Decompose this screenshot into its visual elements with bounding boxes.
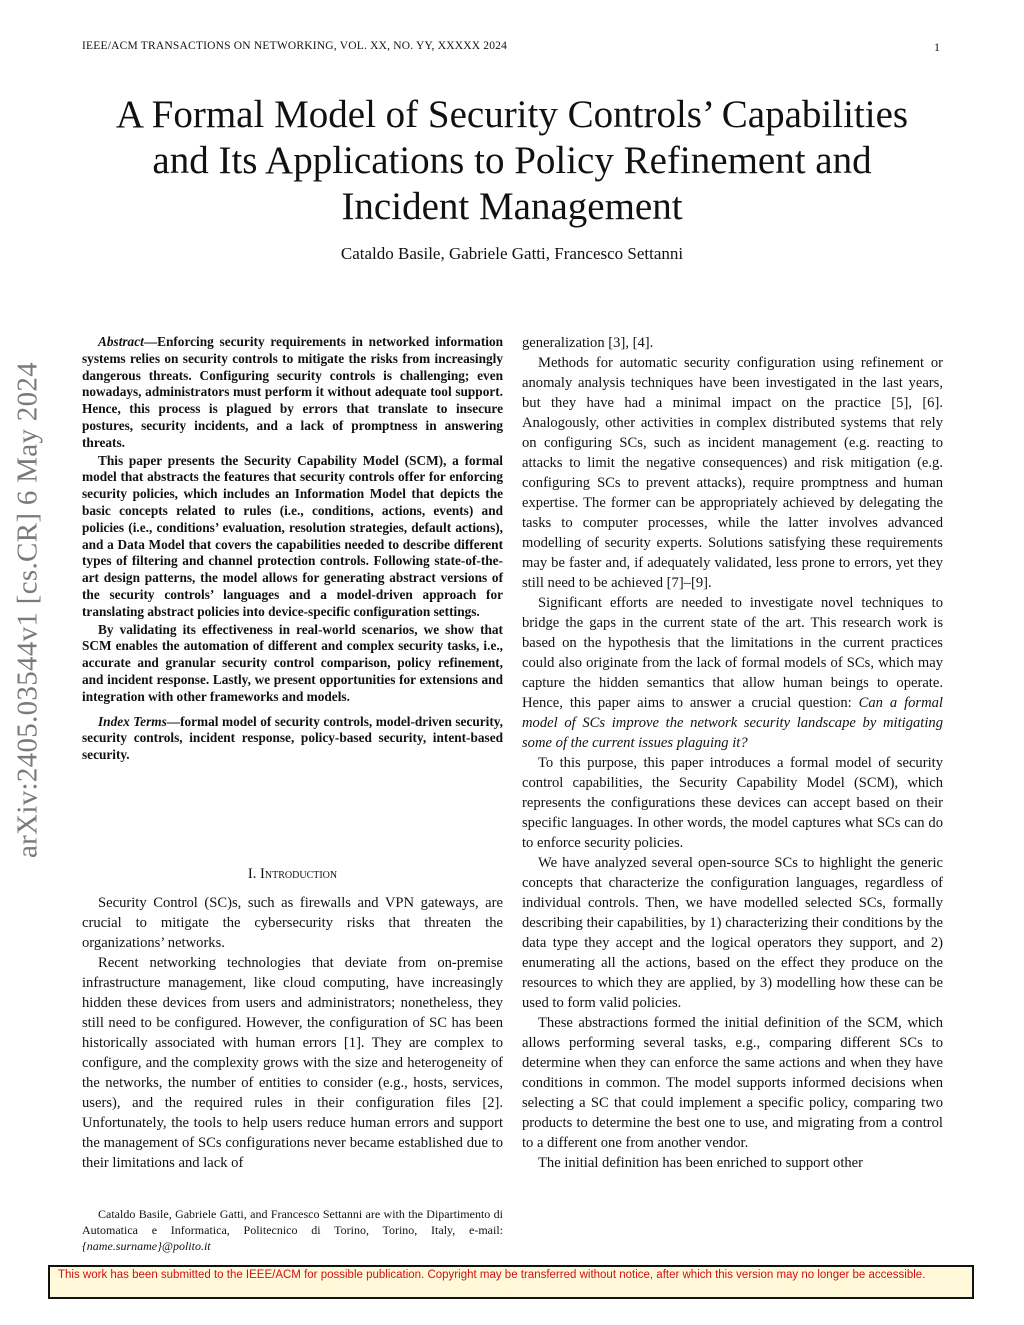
- body-paragraph: generalization [3], [4].: [522, 335, 654, 351]
- running-header: IEEE/ACM TRANSACTIONS ON NETWORKING, VOL. XX, NO. YY, XXXXX 2024: [82, 40, 508, 52]
- abstract-label: Abstract: [98, 334, 144, 349]
- title-line: Incident Management: [341, 185, 683, 228]
- abstract-paragraph: This paper presents the Security Capability Model (SCM), a formal model that abstracts the features that security controls offer for enforcing security policies, which includes an Information Model that depicts the basic concepts related to rules (i.e., conditions, actions, events) and policies (i.e., conditions’ evaluation, resolution strategies, default actions), and a Data Model that covers the capabilities needed to describe different types of filtering and channel protection controls. Following state-of-the-art design patterns, the model allows for generating abstract versions of the security controls’ languages and a model-driven approach for translating abstract policies into device-specific configuration settings.: [82, 452, 503, 619]
- abstract-paragraph: By validating its effectiveness in real-world scenarios, we show that SCM enables the automation of different and complex security tasks, i.e., accurate and granular security control comparison, policy refinement, and incident response. Lastly, we present opportunities for extensions and integration with other frameworks and models.: [82, 621, 503, 704]
- section-heading: [82, 866, 503, 883]
- body-paragraph: [522, 593, 943, 753]
- paragraph-text: Significant efforts are needed to investigate novel techniques to bridge the gaps in the current state of the art. This research work is based on the hypothesis that the limitations in the current practices could also originate from the lack of formal models of SCs, which may capture the hidden semantics that allow human beings to operate. Hence, this paper aims to answer a crucial question:: [522, 595, 943, 711]
- author-footnote: [82, 1206, 503, 1254]
- research-question: Can a formal model of SCs improve the network security landscape by mitigating some of the current issues plaguing it?: [522, 695, 943, 751]
- abstract: [82, 334, 503, 765]
- footnote-email: {name.surname}@polito.it: [82, 1239, 211, 1253]
- title-line: and Its Applications to Policy Refinement and: [152, 139, 872, 182]
- abstract-paragraph: —Enforcing security requirements in networked information systems relies on security controls to mitigate the risks from increasingly dangerous threats. Configuring security controls is challenging; even nowadays, administrators must perform it without adequate tool support. Hence, this process is plagued by errors that translate to insecure postures, security incidents, and a lack of promptness in answering threats.: [82, 334, 503, 450]
- body-paragraph: Recent networking technologies that deviate from on-premise infrastructure management, like cloud computing, have increasingly hidden these devices from users and administrators; nonetheless, they still need to be configured. However, the configuration of SC has been historically associated with human errors [1]. They are complex to configure, and the complexity grows with the size and heterogeneity of the networks, the number of entities to consider (e.g., hosts, services, users), and the required rules in their configuration files [2]. Unfortunately, the tools to help users reduce human errors and support the management of SCs configurations never became established due to their limitations and lack of: [82, 955, 503, 1171]
- submission-notice: This work has been submitted to the IEEE/ACM for possible publication. Copyright may be transferred without notice, after which this version may no longer be accessible.: [48, 1265, 974, 1299]
- intro-right-column: [522, 333, 943, 1173]
- paper-title: [40, 92, 984, 230]
- section-title: Introduction: [260, 866, 338, 882]
- footnote-text: Cataldo Basile, Gabriele Gatti, and Francesco Settanni are with the Dipartimento di Automatica e Informatica, Politecnico di Torino, Torino, Italy, e-mail:: [82, 1207, 503, 1237]
- page-number: 1: [934, 40, 940, 54]
- arxiv-id: arXiv:2405.03544v1 [cs.CR] 6 May 2024: [11, 362, 44, 858]
- index-terms-label: Index Terms: [98, 713, 167, 729]
- body-paragraph: The initial definition has been enriched to support other: [538, 1155, 864, 1171]
- title-line: A Formal Model of Security Controls’ Capabilities: [115, 93, 909, 136]
- body-paragraph: To this purpose, this paper introduces a formal model of security control capabilities, the Security Capability Model (SCM), which represents the configurations these devices can accept based on their specific languages. In other words, the model captures what SCs can do to enforce security policies.: [522, 755, 943, 851]
- body-paragraph: Methods for automatic security configuration using refinement or anomaly analysis techniques have been investigated in the last years, but they have had a minimal impact on the practice [5], [6]. Analogously, other activities in complex distributed systems that rely on configuring SCs, such as incident management (e.g. reacting to attacks to limit the negative consequences) and risk mitigation (e.g. configuring SCs to prevent attacks), require promptness and human expertise. The former can be appropriately achieved by delegating the tasks to computer processes, while the latter involves advanced modelling of security experts. Solutions satisfying these requirements may be faster and, if adequately validated, less prone to errors, yet they still need to be achieved [7]–[9].: [522, 355, 943, 591]
- section-number: I.: [247, 866, 257, 882]
- index-terms-text: —formal model of security controls, model-driven security, security controls, incident response, policy-based security, intent-based security.: [82, 713, 503, 763]
- intro-left-column: [82, 893, 503, 1173]
- author-list: Cataldo Basile, Gabriele Gatti, Francesco Settanni: [340, 244, 684, 263]
- body-paragraph: These abstractions formed the initial definition of the SCM, which allows performing several tasks, e.g., comparing different SCs to determine when they can enforce the same actions and when they have conditions in common. The model supports informed decisions when selecting a SC that could implement a specific policy, comparing two products to determine the best one to use, and migrating from a control to a different one from another vendor.: [522, 1015, 943, 1151]
- arxiv-stamp: [8, 320, 48, 900]
- body-paragraph: Security Control (SC)s, such as firewalls and VPN gateways, are crucial to mitigate the cybersecurity risks that threaten the organizations’ networks.: [82, 895, 503, 951]
- body-paragraph: We have analyzed several open-source SCs to highlight the generic concepts that characterize the configuration languages, regardless of individual controls. Then, we have modelled selected SCs, formally describing their capabilities, by 1) characterizing their conditions by the data type they accept and the logical operators they support, and 2) enumerating all the actions, based on the effect they produce on the resources to which they are applied, by 3) modelling how these can be used to form valid policies.: [522, 855, 943, 1011]
